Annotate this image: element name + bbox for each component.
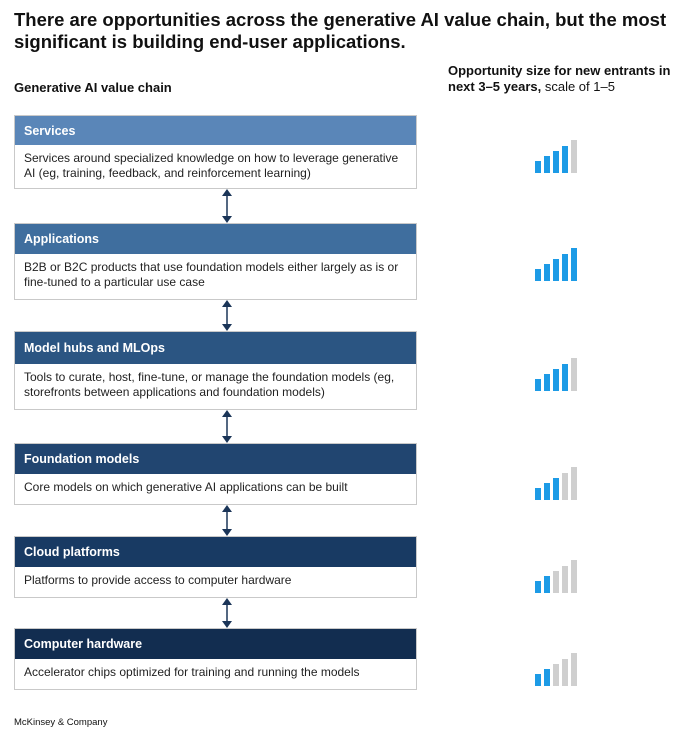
stage-box [14,536,417,598]
opportunity-heading-bold: Opportunity size for new entrants in next 3–5 years, [448,63,671,94]
double-arrow-icon [220,189,234,223]
rating-bar-filled [544,264,550,281]
rating-bar-filled [562,254,568,281]
opportunity-rating-bars [535,646,581,686]
rating-bar-filled [535,269,541,281]
rating-bar-empty [571,653,577,686]
rating-bar-empty [571,140,577,173]
stage-header: Services [15,116,416,145]
rating-bar-empty [571,560,577,593]
opportunity-rating-bars [535,133,581,173]
rating-bar-empty [562,566,568,593]
double-arrow-icon [220,300,234,331]
rating-bar-filled [562,364,568,391]
stage-box [14,331,417,410]
double-arrow-icon [220,598,234,628]
rating-bar-filled [553,478,559,500]
footer-source: McKinsey & Company [14,717,108,728]
stage-header: Applications [15,224,416,254]
stage-description: B2B or B2C products that use foundation models either largely as is or fine-tuned to a particular use case [24,260,399,289]
rating-bar-filled [535,161,541,173]
stage-header: Model hubs and MLOps [15,332,416,364]
stage-header: Foundation models [15,444,416,474]
opportunity-rating-bars [535,460,581,500]
rating-bar-filled [535,581,541,593]
rating-bar-filled [544,576,550,593]
opportunity-heading-scale: scale of 1–5 [541,79,615,94]
page-title: There are opportunities across the generative AI value chain, but the most significant is building end-user applications. [14,9,667,52]
opportunity-rating-bars [535,553,581,593]
stage-description: Core models on which generative AI applications can be built [24,480,348,494]
opportunity-rating-bars [535,241,581,281]
double-arrow-icon [220,410,234,443]
stage-header: Cloud platforms [15,537,416,567]
rating-bar-empty [553,571,559,593]
rating-bar-empty [571,358,577,391]
stage-box [14,223,417,300]
rating-bar-filled [562,146,568,173]
opportunity-heading [448,63,693,95]
stage-header: Computer hardware [15,629,416,659]
rating-bar-filled [544,669,550,686]
rating-bar-filled [544,156,550,173]
rating-bar-filled [544,374,550,391]
stage-description: Platforms to provide access to computer hardware [24,573,292,587]
rating-bar-filled [535,379,541,391]
rating-bar-filled [553,151,559,173]
rating-bar-empty [553,664,559,686]
stage-box [14,628,417,690]
stage-description: Accelerator chips optimized for training and running the models [24,665,360,679]
rating-bar-filled [553,259,559,281]
stage-description: Tools to curate, host, fine-tune, or manage the foundation models (eg, storefronts between applications and foundation models) [24,370,395,399]
rating-bar-empty [571,467,577,500]
value-chain-heading: Generative AI value chain [14,80,172,95]
rating-bar-filled [535,488,541,500]
stage-description: Services around specialized knowledge on how to leverage generative AI (eg, training, feedback, and reinforcement learning) [24,151,399,180]
rating-bar-filled [571,248,577,281]
opportunity-rating-bars [535,351,581,391]
rating-bar-empty [562,659,568,686]
stage-box [14,115,417,189]
double-arrow-icon [220,505,234,536]
stage-box [14,443,417,505]
rating-bar-filled [535,674,541,686]
rating-bar-empty [562,473,568,500]
rating-bar-filled [553,369,559,391]
rating-bar-filled [544,483,550,500]
